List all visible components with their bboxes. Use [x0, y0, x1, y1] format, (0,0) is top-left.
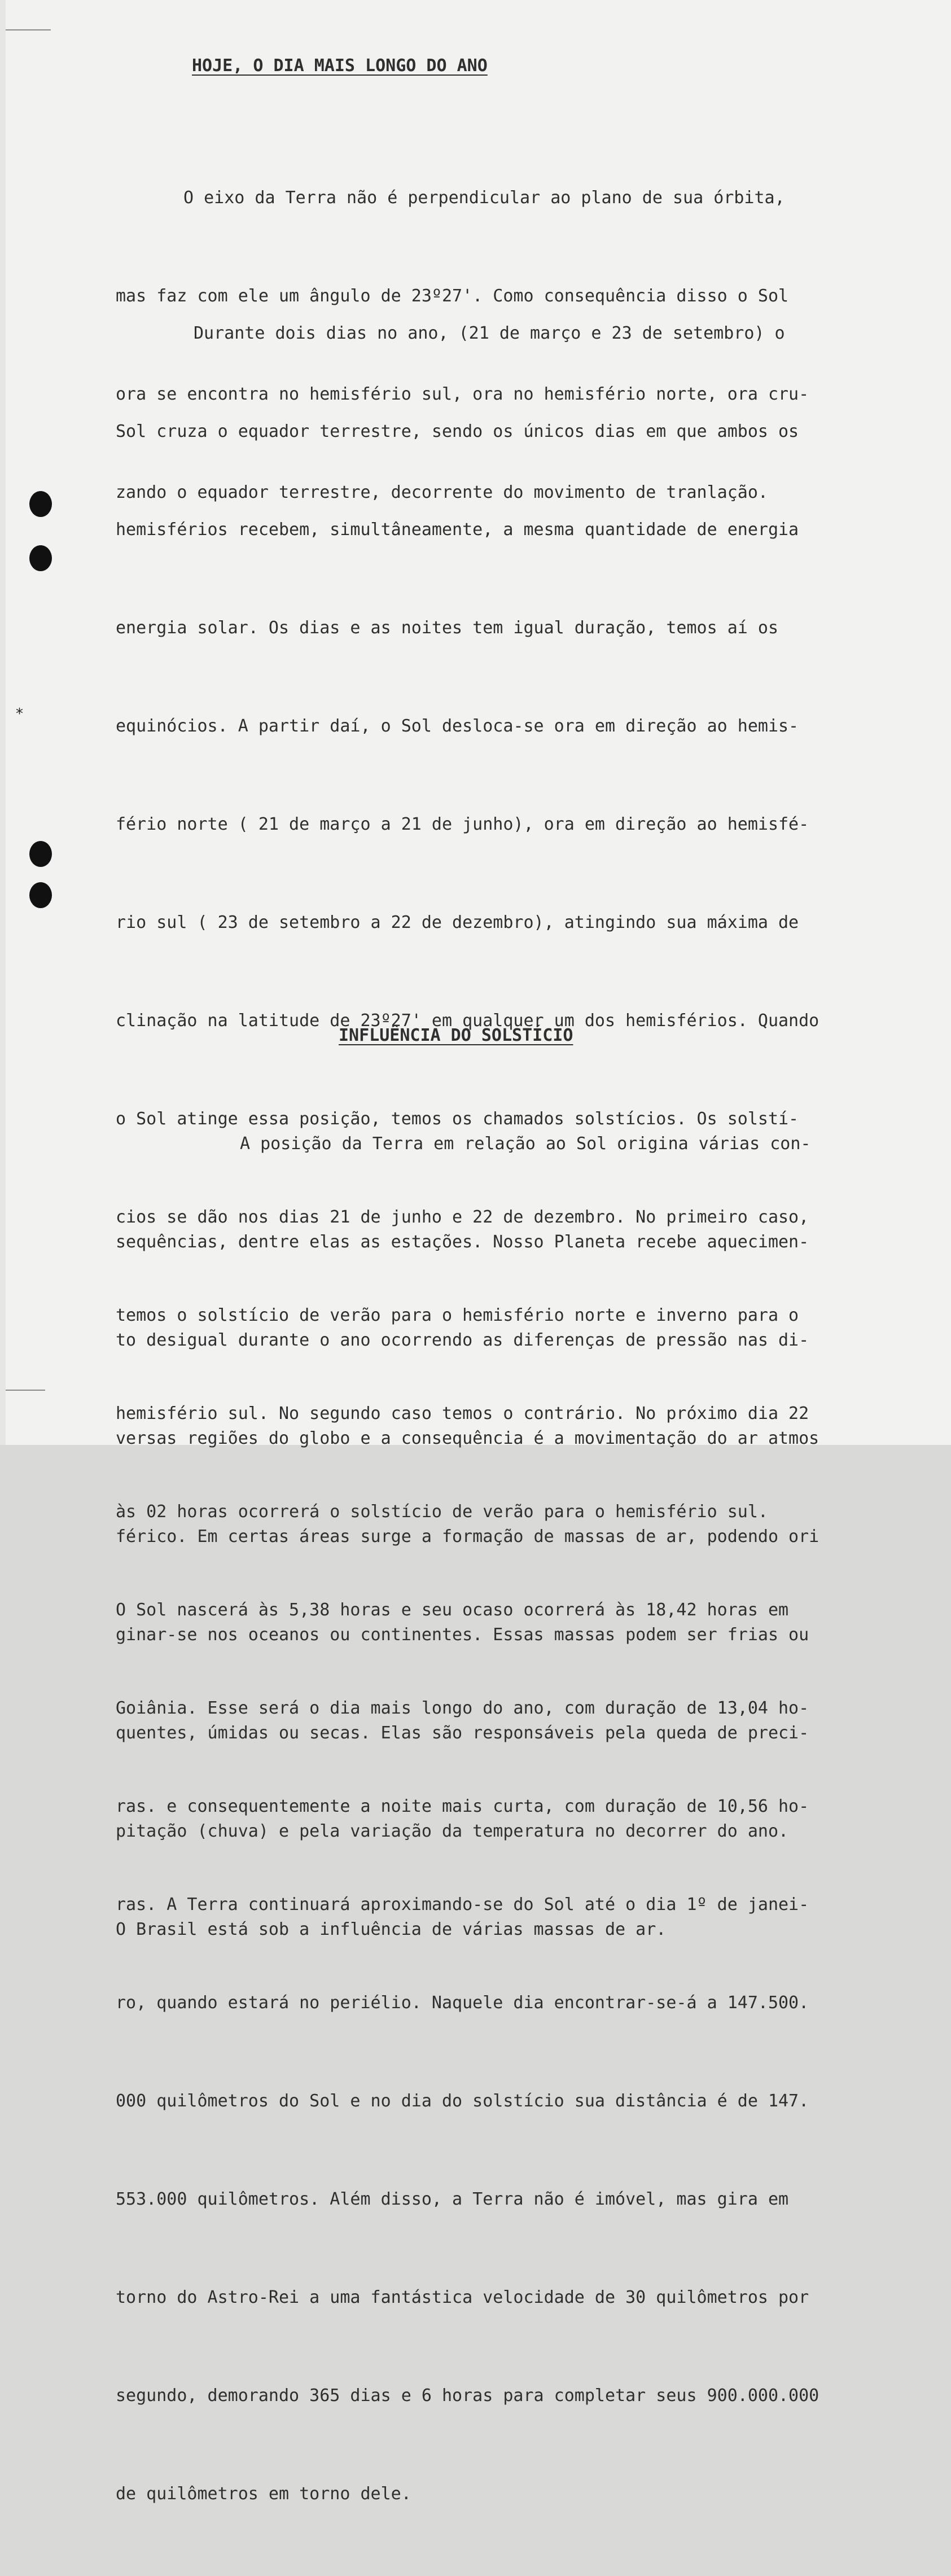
punch-hole-4	[29, 882, 52, 908]
text-line: ras. A Terra continuará aproximando-se do Sol até o dia 1º de janei-	[116, 1895, 809, 1915]
text-line: equinócios. A partir daí, o Sol desloca-se ora em direção ao hemis-	[116, 716, 799, 736]
punch-hole-1	[29, 491, 52, 517]
margin-mark: *	[16, 706, 23, 722]
text-line: segundo, demorando 365 dias e 6 horas para completar seus 900.000.000	[116, 2386, 819, 2406]
text-line: às 02 horas ocorrerá o solstício de verão para o hemisfério sul.	[116, 1502, 768, 1522]
document-title: HOJE, O DIA MAIS LONGO DO ANO	[192, 56, 488, 76]
bottom-edge-mark	[6, 1390, 45, 1391]
text-line: A posição da Terra em relação ao Sol origina várias con-	[240, 1134, 811, 1154]
text-line: fério norte ( 21 de março a 21 de junho), ora em direção ao hemisfé-	[116, 814, 809, 834]
text-line: 000 quilômetros do Sol e no dia do solstício sua distância é de 147.	[116, 2091, 809, 2111]
text-line: to desigual durante o ano ocorrendo as diferenças de pressão nas di-	[116, 1330, 809, 1350]
text-line: O eixo da Terra não é perpendicular ao plano de sua órbita,	[183, 188, 785, 208]
text-line: temos o solstício de verão para o hemisfério norte e inverno para o	[116, 1305, 799, 1325]
punch-hole-3	[29, 841, 52, 867]
text-line: hemisfério sul. No segundo caso temos o contrário. No próximo dia 22	[116, 1404, 809, 1423]
text-line: sequências, dentre elas as estações. Nosso Planeta recebe aquecimen-	[116, 1232, 809, 1252]
text-line: Sol cruza o equador terrestre, sendo os únicos dias em que ambos os	[116, 422, 799, 441]
text-line: cios se dão nos dias 21 de junho e 22 de dezembro. No primeiro caso,	[116, 1207, 809, 1227]
text-line: clinação na latitude de 23º27' em qualquer um dos hemisférios. Quando	[116, 1011, 819, 1031]
text-line: 553.000 quilômetros. Além disso, a Terra não é imóvel, mas gira em	[116, 2189, 789, 2209]
text-line: pitação (chuva) e pela variação da temperatura no decorrer do ano.	[116, 1821, 789, 1841]
paragraph-3	[116, 1062, 819, 2012]
text-line: Durante dois dias no ano, (21 de março e 23 de setembro) o	[194, 323, 785, 343]
section-subtitle: INFLUÊNCIA DO SOLSTÍCIO	[339, 1026, 573, 1045]
top-edge-mark	[6, 29, 51, 30]
text-line: de quilômetros em torno dele.	[116, 2484, 411, 2504]
text-line: Goiânia. Esse será o dia mais longo do ano, com duração de 13,04 ho-	[116, 1698, 809, 1718]
text-line: energia solar. Os dias e as noites tem igual duração, temos aí os	[116, 618, 778, 638]
text-line: O Brasil está sob a influência de várias massas de ar.	[116, 1920, 667, 1939]
text-line: férico. Em certas áreas surge a formação de massas de ar, podendo ori	[116, 1527, 819, 1547]
text-line: ginar-se nos oceanos ou continentes. Essas massas podem ser frias ou	[116, 1625, 809, 1645]
text-line: hemisférios recebem, simultâneamente, a mesma quantidade de energia	[116, 520, 799, 540]
text-line: ora se encontra no hemisfério sul, ora no hemisfério norte, ora cru-	[116, 384, 809, 404]
text-line: quentes, úmidas ou secas. Elas são responsáveis pela queda de preci-	[116, 1723, 809, 1743]
text-line: versas regiões do globo e a consequência é a movimentação do ar atmos	[116, 1429, 819, 1448]
text-line: zando o equador terrestre, decorrente do movimento de tranlação.	[116, 483, 768, 502]
text-line: mas faz com ele um ângulo de 23º27'. Como consequência disso o Sol	[116, 286, 789, 306]
text-line: O Sol nascerá às 5,38 horas e seu ocaso ocorrerá às 18,42 horas em	[116, 1600, 789, 1620]
text-line: o Sol atinge essa posição, temos os chamados solstícios. Os solstí-	[116, 1109, 799, 1129]
text-line: ro, quando estará no periélio. Naquele dia encontrar-se-á a 147.500.	[116, 1993, 809, 2013]
text-line: ras. e consequentemente a noite mais curta, com duração de 10,56 ho-	[116, 1797, 809, 1816]
text-line: rio sul ( 23 de setembro a 22 de dezembro), atingindo sua máxima de	[116, 913, 799, 932]
punch-hole-2	[29, 545, 52, 571]
text-line: torno do Astro-Rei a uma fantástica velocidade de 30 quilômetros por	[116, 2288, 809, 2307]
